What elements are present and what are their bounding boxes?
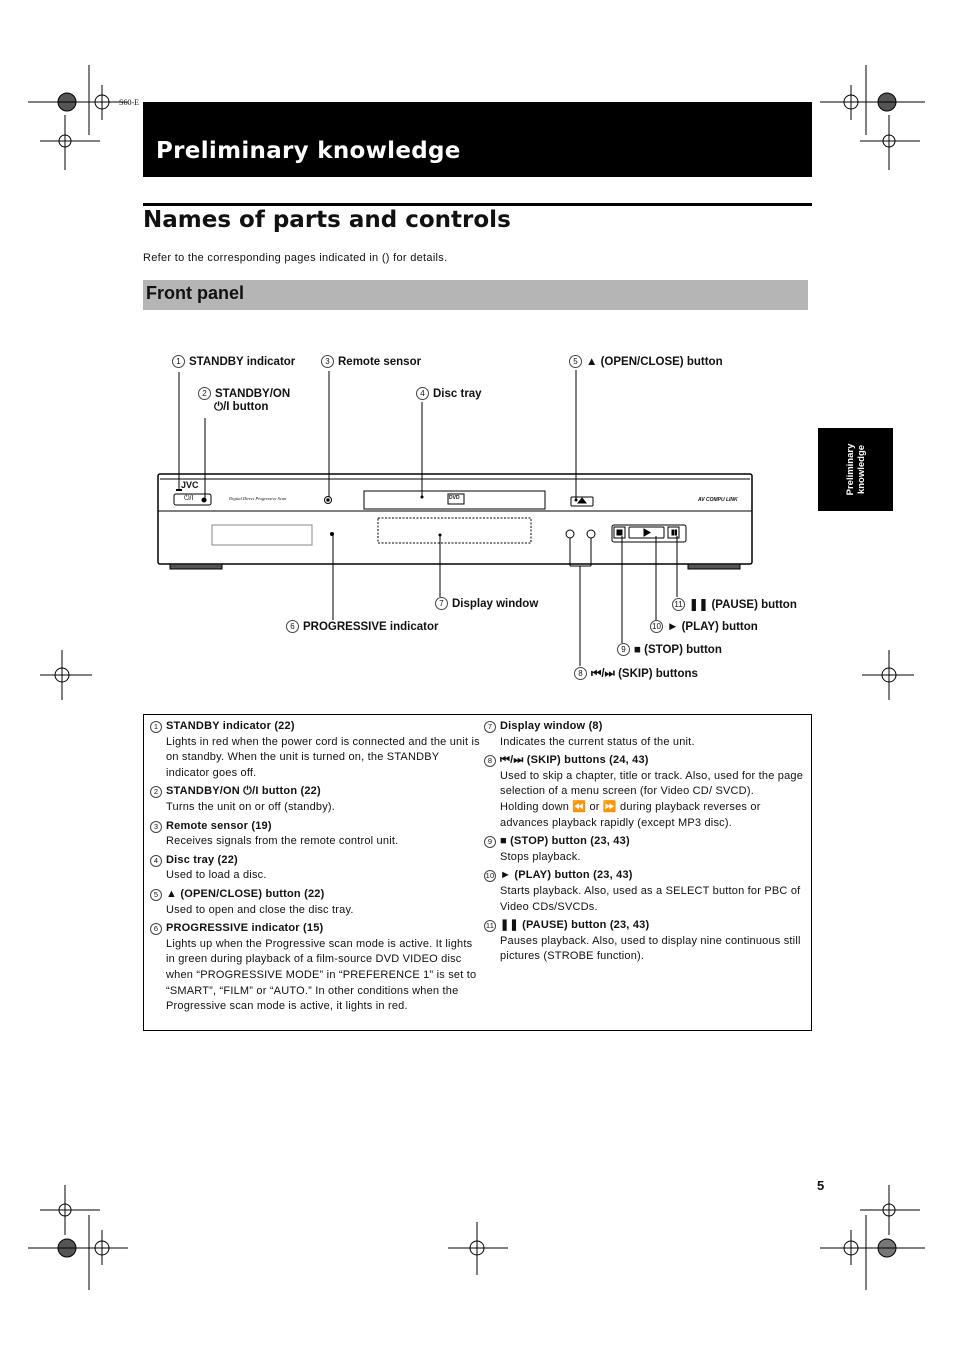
description-item: 8 ⏮/⏭ (SKIP) buttons (24, 43) Used to skip a chapter, title or track. Also, used for the page selection of a menu screen (for Video CD/ SVCD). Holding down ⏪ or ⏩ during playback reverses or advances playback rapidly (except MP3 disc). [484, 753, 804, 831]
description-item: 7 Display window (8) Indicates the current status of the unit. [484, 719, 804, 750]
callout-progressive: 6 PROGRESSIVE indicator [286, 620, 438, 633]
side-tab-line2: knowledge [855, 444, 867, 495]
callout-remote-sensor: 3 Remote sensor [321, 355, 421, 368]
device-disc-logo: DVD [449, 495, 460, 501]
descriptions-left-column [150, 719, 480, 1018]
description-item: 4 Disc tray (22) Used to load a disc. [150, 853, 480, 884]
section-title: Names of parts and controls [143, 207, 511, 233]
callout-standby-on: 2 STANDBY/ON [198, 387, 290, 400]
callout-disc-tray: 4 Disc tray [416, 387, 482, 400]
intro-text: Refer to the corresponding pages indicated in () for details. [143, 252, 448, 264]
device-standby-symbol: ⏻/I [184, 495, 194, 502]
callout-play: 10 ► (PLAY) button [650, 620, 758, 633]
descriptions-right-column [484, 719, 804, 968]
callout-standby-on-button: ⏻/I button [214, 401, 269, 413]
callout-pause: 11 ❚❚ (PAUSE) button [672, 597, 797, 611]
callout-open-close: 5 ▲ (OPEN/CLOSE) button [569, 355, 723, 368]
subsection-title: Front panel [146, 283, 244, 303]
description-item: 2 STANDBY/ON ⏻/I button (22) Turns the unit on or off (standby). [150, 784, 480, 815]
description-item: 11 ❚❚ (PAUSE) button (23, 43) Pauses playback. Also, used to display nine continuous still pictures (STROBE function). [485, 919, 801, 963]
callout-skip: 8 ⏮/⏭ (SKIP) buttons [574, 667, 698, 681]
description-item: 6 PROGRESSIVE indicator (15) Lights up when the Progressive scan mode is active. It lights in green during playback of a film-source DVD VIDEO disc when “PROGRESSIVE MODE” in “PREFERENCE 1” is set to “SMART”, “FILM” or “AUTO.” In other conditions when the Progressive scan mode is active, it lights in red. [150, 921, 480, 1015]
description-item: 5 ▲ (OPEN/CLOSE) button (22) Used to open and close the disc tray. [150, 887, 480, 918]
callout-standby-indicator: 1 STANDBY indicator [172, 355, 295, 368]
description-item: 10 ► (PLAY) button (23, 43) Starts playback. Also, used as a SELECT button for PBC of Video CDs/SVCDs. [485, 869, 801, 913]
side-tab-line1: Preliminary [844, 443, 856, 496]
callout-display-window: 7 Display window [435, 597, 538, 610]
description-item: 1 STANDBY indicator (22) Lights in red when the power cord is connected and the unit is on standby. When the unit is turned on, the STANDBY indicator goes off. [150, 719, 480, 781]
description-item: 9 ■ (STOP) button (23, 43) Stops playback. [484, 834, 804, 865]
descriptions-box [143, 714, 812, 1031]
device-compulink: AV COMPU LINK [698, 497, 738, 503]
description-item: 3 Remote sensor (19) Receives signals from the remote control unit. [150, 819, 480, 850]
page-header-title: Preliminary knowledge [156, 138, 461, 164]
document-code: S60-E [119, 98, 139, 107]
device-brand: JVC [181, 480, 199, 490]
callout-stop: 9 ■ (STOP) button [617, 643, 722, 656]
device-tagline: Digital Direct Progressive Scan [229, 496, 287, 501]
page-number: 5 [817, 1178, 825, 1193]
